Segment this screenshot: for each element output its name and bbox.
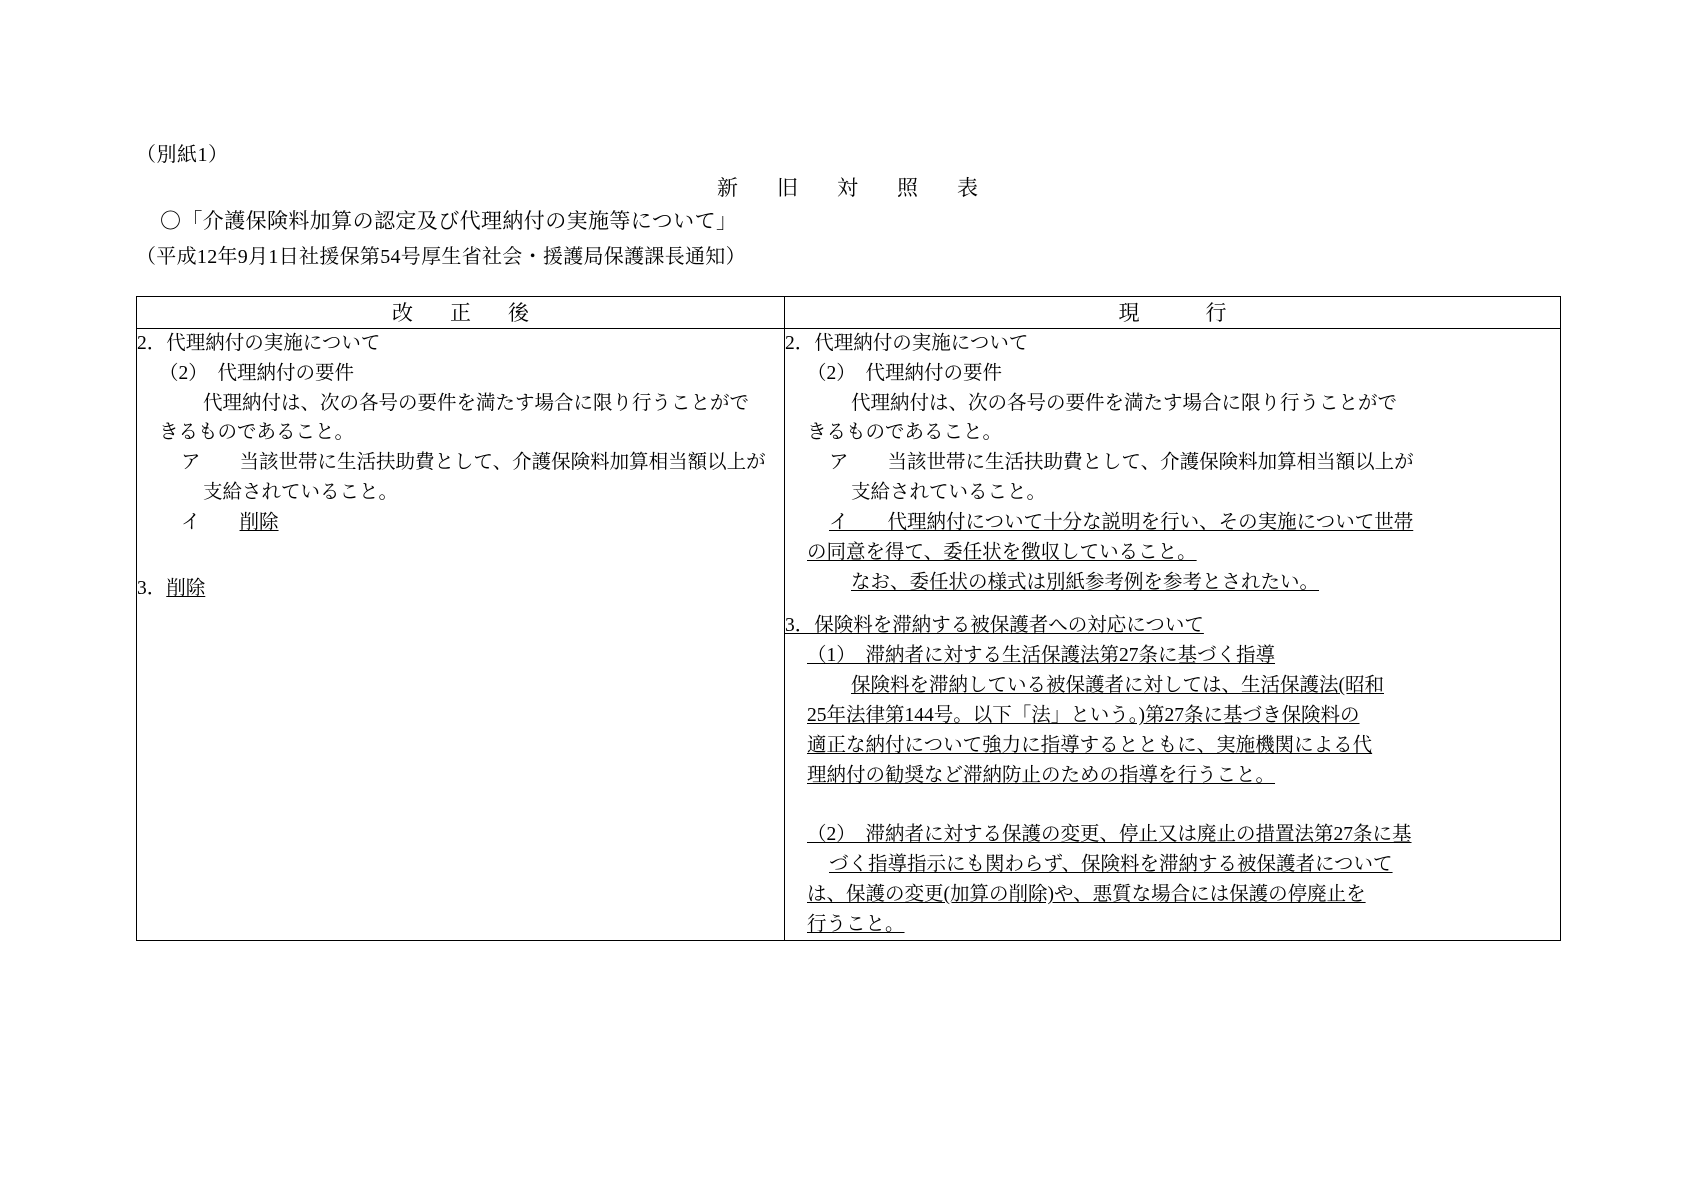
current-content	[785, 329, 1560, 940]
text-line: きるものであること。	[159, 422, 355, 444]
text-line: 3．保険料を滞納する被保護者への対応について	[785, 615, 1204, 637]
text-line: イ 削除	[181, 511, 279, 533]
text-line: きるものであること。	[807, 422, 1003, 444]
attachment-label: （別紙1）	[136, 144, 229, 166]
text-line: づく指導指示にも関わらず、保険料を滞納する被保護者について	[829, 854, 1393, 876]
text-block	[785, 611, 1560, 790]
text-line: 2．代理納付の実施について	[785, 333, 1029, 354]
text-block	[785, 329, 1560, 597]
block-spacer	[137, 538, 784, 574]
table-row	[137, 329, 1561, 941]
text-line: なお、委任状の様式は別紙参考例を参考とされたい。	[851, 571, 1320, 593]
table-header-row	[137, 297, 1561, 329]
text-block	[785, 820, 1560, 939]
text-line: 代理納付は、次の各号の要件を満たす場合に限り行うことがで	[851, 392, 1398, 414]
text-line: （2） 代理納付の要件	[807, 362, 1003, 384]
column-header-revised: 改 正 後	[137, 297, 785, 329]
text-line: ア 当該世帯に生活扶助費として、介護保険料加算相当額以上が	[181, 452, 766, 474]
text-line: イ 代理納付について十分な説明を行い、その実施について世帯	[829, 511, 1414, 533]
cell-revised	[137, 329, 785, 941]
text-block	[137, 329, 784, 538]
notice-subtitle: （平成12年9月1日社援保第54号厚生省社会・援護局保護課長通知）	[136, 246, 746, 268]
page-title: 新 旧 対 照 表	[717, 176, 987, 200]
text-line: は、保護の変更(加算の削除)や、悪質な場合には保護の停廃止を	[807, 884, 1366, 906]
block-spacer	[785, 790, 1560, 820]
text-line: 適正な納付について強力に指導するとともに、実施機関による代	[807, 734, 1373, 756]
text-line: 支給されていること。	[203, 482, 399, 504]
text-line: 支給されていること。	[851, 482, 1047, 504]
revised-content	[137, 329, 784, 604]
text-line: 保険料を滞納している被保護者に対しては、生活保護法(昭和	[851, 675, 1384, 697]
text-line: 3．削除	[137, 577, 206, 599]
text-line: 代理納付は、次の各号の要件を満たす場合に限り行うことがで	[203, 392, 750, 414]
comparison-table	[136, 296, 1561, 941]
block-spacer	[785, 597, 1560, 611]
text-line: ア 当該世帯に生活扶助費として、介護保険料加算相当額以上が	[829, 452, 1414, 474]
text-line: 理納付の勧奨など滞納防止のための指導を行うこと。	[807, 764, 1276, 786]
text-line: 2．代理納付の実施について	[137, 333, 381, 354]
text-line: （1） 滞納者に対する生活保護法第27条に基づく指導	[807, 645, 1276, 667]
text-line: （2） 滞納者に対する保護の変更、停止又は廃止の措置法第27条に基	[807, 824, 1412, 846]
text-line: （2） 代理納付の要件	[159, 362, 355, 384]
text-line: 25年法律第144号。以下「法」という。)第27条に基づき保険料の	[807, 704, 1360, 726]
text-line: の同意を得て、委任状を徴収していること。	[807, 541, 1197, 563]
notice-title: 〇「介護保険料加算の認定及び代理納付の実施等について」	[160, 209, 738, 233]
cell-current	[785, 329, 1561, 941]
text-block	[137, 574, 784, 604]
text-line: 行うこと。	[807, 913, 905, 935]
column-header-current: 現 行	[785, 297, 1561, 329]
